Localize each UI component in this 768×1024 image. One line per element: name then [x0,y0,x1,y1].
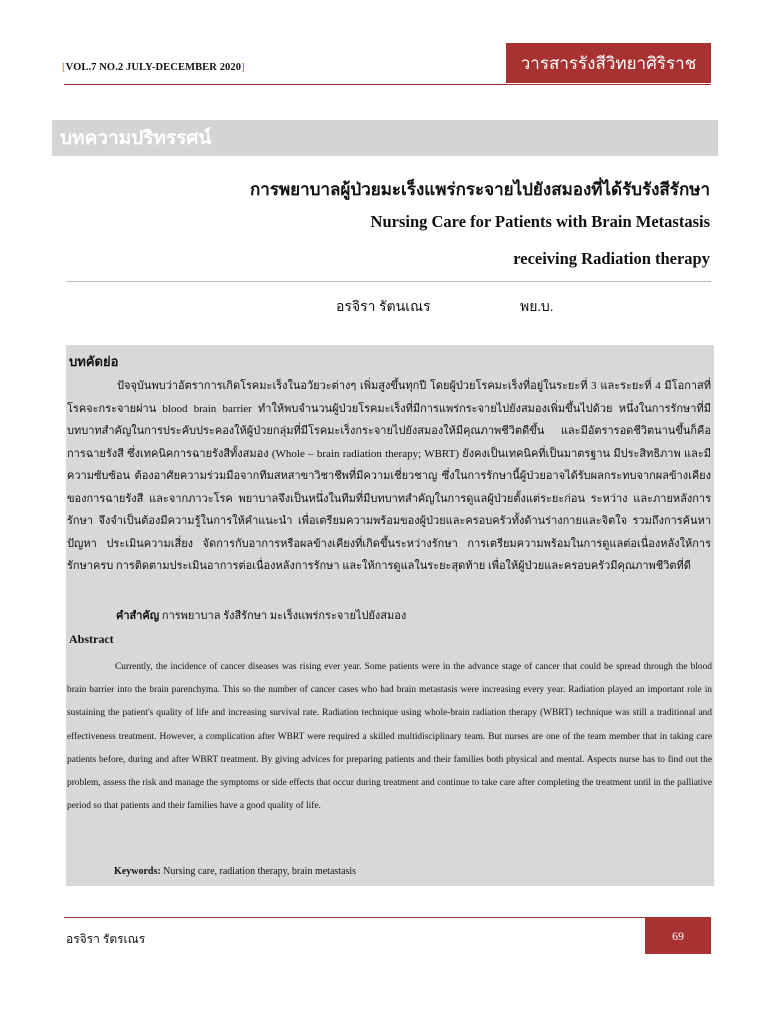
journal-name-banner: วารสารรังสีวิทยาศิริราช [506,43,711,83]
author-name: อรจิรา รัตนเณร [336,300,431,315]
page-number: 69 [645,918,711,954]
title-thai: การพยาบาลผู้ป่วยมะเร็งแพร่กระจายไปยังสมองที่ได้รับรังสีรักษา [250,180,710,199]
abstract-thai-body: ปัจจุบันพบว่าอัตราการเกิดโรคมะเร็งในอวัยวะต่างๆ เพิ่มสูงขึ้นทุกปี โดยผู้ป่วยโรคมะเร็งที่อยู่ในระยะที่ 3 และระยะที่ 4 มีโอกาสที่โรคจะกระจายผ่าน blood brain barrier ทำให้พบจำนวนผู้ป่วยโรคมะเร็งที่มีการแพร่กระจายไปยังสมองเพิ่มขึ้นไปด้วย หนึ่งในการรักษาที่มีบทบาทสำคัญในการประคับประคองให้ผู้ป่วยกลุ่มที่มีโรคมะเร็งกระจายไปยังสมองให้มีคุณภาพชีวิตดีขึ้น และมีอัตรารอดชีวิตนานขึ้นก็คือ การฉายรังสี ซึ่งเทคนิคการฉายรังสีทั้งสมอง (Whole – brain radiation therapy; WBRT) ยังคงเป็นเทคนิคที่เป็นมาตรฐาน มีประสิทธิภาพ และมีความซับซ้อน ต้องอาศัยความร่วมมือจากทีมสหสาขาวิชาชีพที่มีความเชี่ยวชาญ ซึ่งในการรักษานี้ผู้ป่วยอาจได้รับผลกระทบจากผลข้างเคียงของการฉายรังสี และจากภาวะโรค พยาบาลจึงเป็นหนึ่งในทีมที่มีบทบาทสำคัญในการดูแลผู้ป่วยตั้งแต่ระยะก่อน ระหว่าง และภายหลังการรักษา จึงจำเป็นต้องมีความรู้ในการให้คำแนะนำ เพื่อเตรียมความพร้อมของผู้ป่วยและครอบครัวทั้งด้านร่างกายและจิตใจ รวมถึงการค้นหาปัญหา ประเมินความเสี่ยง จัดการกับอาการหรือผลข้างเคียงที่เกิดขึ้นระหว่างรักษา การเตรียมความพร้อมในการดูแลต่อเนื่องหลังให้การรักษาครบ การติดตามประเมินอาการต่อเนื่องหลังการรักษา และให้การดูแลในระยะสุดท้าย เพื่อให้ผู้ป่วยและครอบครัวมีคุณภาพชีวิตที่ดี [67,380,711,572]
author-degree: พย.บ. [520,300,554,315]
keywords-thai [116,606,406,624]
volume-bracket-close: ] [241,62,245,73]
title-english-line1: Nursing Care for Patients with Brain Metastasis [370,212,710,231]
footer-divider [64,917,711,918]
footer-author: อรจิรา รัตรเณร [66,932,146,946]
keywords-english [114,866,356,877]
volume-text: VOL.7 NO.2 JULY-DECEMBER 2020 [65,62,242,73]
keywords-thai-label: คำสำคัญ [116,610,160,622]
keywords-english-text: Nursing care, radiation therapy, brain metastasis [160,866,357,877]
abstract-english-heading: Abstract [69,632,114,646]
section-label: บทความปริทรรศน์ [52,120,718,156]
abstract-thai-heading: บทคัดย่อ [69,354,119,369]
header-divider [64,84,711,85]
keywords-thai-text: การพยาบาล รังสีรักษา มะเร็งแพร่กระจายไปยังสมอง [159,610,407,622]
journal-volume-issue [62,62,245,73]
keywords-english-label: Keywords: [114,866,161,877]
volume-bracket-open: [ [62,62,66,73]
title-english-line2: receiving Radiation therapy [513,249,710,268]
abstract-english-body: Currently, the incidence of cancer diseases was rising ever year. Some patients were in the advance stage of cancer that could be spread through the blood brain barrier into the brain parenchyma. This so the number of cancer cases who had brain metastasis were increasing every year. Radiation played an important role in sustaining the patient's quality of life and increasing survival rate. Radiation technique using whole-brain radiation therapy (WBRT) technique was still a traditional and effectiveness treatment. However, a complication after WBRT were required a skilled multidisciplinary team. But nurses are one of the team member that in taking care patients before, during and after WBRT treatment. By giving advices for preparing patients and their families both physical and mental. Aspects nurse has to find out the problem, assess the risk and manage the symptoms or side effects that occur during treatment and continue to take care after completing the treatment until in the palliative period so that patients and their families have a good quality of life. [67,662,712,812]
title-divider [66,281,711,282]
